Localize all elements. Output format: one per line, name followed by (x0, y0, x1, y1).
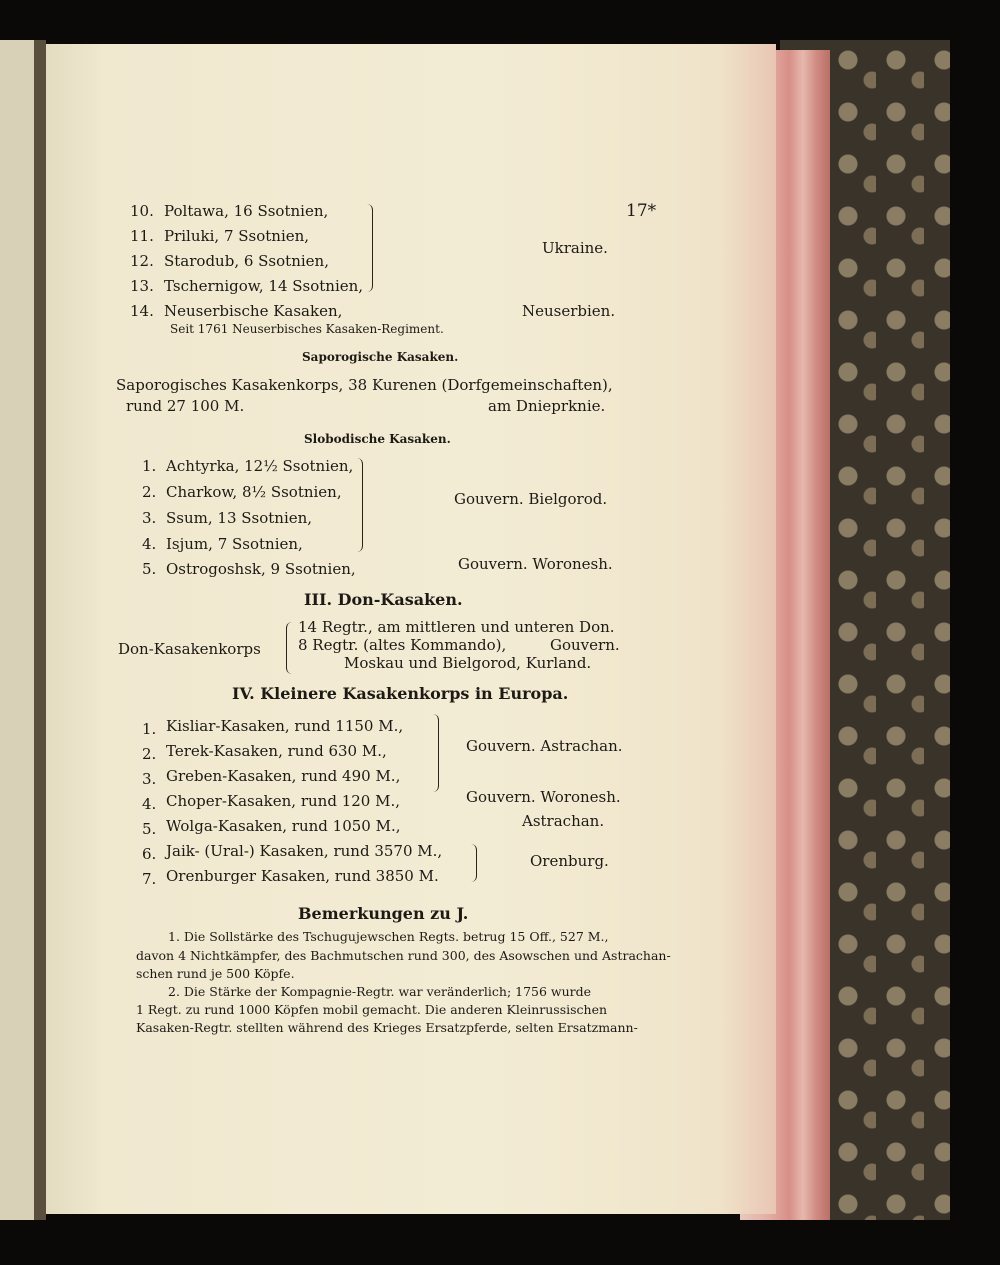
book-page (46, 44, 776, 1214)
paragraph-line: rund 27 100 M. (126, 397, 245, 415)
list-item-number: 12. (130, 252, 154, 270)
note-line: Kasaken-Regtr. stellten während des Krieges Ersatzpferde, selten Ersatzmann- (136, 1020, 638, 1035)
list-item-number: 3. (142, 770, 157, 788)
list-item-number: 10. (130, 202, 154, 220)
list-item-number: 3. (142, 509, 157, 527)
list-item-number: 1. (142, 720, 157, 738)
left-page-edge (0, 40, 36, 1220)
paragraph-line: 14 Regtr., am mittleren und unteren Don. (298, 618, 615, 636)
note-line: 2. Die Stärke der Kompagnie-Regtr. war veränderlich; 1756 wurde (168, 984, 592, 999)
region-label: am Dnieprknie. (488, 397, 606, 415)
list-item: Choper-Kasaken, rund 120 M., (166, 792, 400, 810)
list-item-number: 13. (130, 277, 154, 295)
section-heading: Slobodische Kasaken. (304, 432, 451, 446)
section-heading: IV. Kleinere Kasakenkorps in Europa. (232, 684, 569, 703)
note-line: 1 Regt. zu rund 1000 Köpfen mobil gemacht. Die anderen Kleinrussischen (136, 1002, 608, 1017)
note: Seit 1761 Neuserbisches Kasaken-Regiment. (170, 322, 444, 336)
paragraph-line: Moskau und Bielgorod, Kurland. (344, 654, 592, 672)
section-heading: Saporogische Kasaken. (302, 350, 459, 364)
region-label: Gouvern. (550, 636, 620, 654)
region-label: Neuserbien. (522, 302, 616, 320)
list-item-number: 4. (142, 535, 157, 553)
list-item: Ssum, 13 Ssotnien, (166, 509, 313, 527)
region-label: Gouvern. Woronesh. (466, 788, 621, 806)
list-item-number: 2. (142, 483, 157, 501)
list-item: Achtyrka, 12½ Ssotnien, (166, 457, 354, 475)
group-brace (468, 844, 477, 882)
region-label: Astrachan. (522, 812, 605, 830)
note-line: schen rund je 500 Köpfe. (136, 966, 295, 981)
list-item-number: 5. (142, 820, 157, 838)
list-item: Terek-Kasaken, rund 630 M., (166, 742, 387, 760)
list-item: Orenburger Kasaken, rund 3850 M. (166, 867, 439, 885)
list-item: Tschernigow, 14 Ssotnien, (164, 277, 364, 295)
group-brace (354, 458, 363, 552)
list-item: Poltawa, 16 Ssotnien, (164, 202, 329, 220)
list-item-number: 2. (142, 745, 157, 763)
list-item: Starodub, 6 Ssotnien, (164, 252, 329, 270)
list-item: Priluki, 7 Ssotnien, (164, 227, 310, 245)
list-item-number: 6. (142, 845, 157, 863)
list-item-number: 11. (130, 227, 154, 245)
don-label: Don-Kasakenkorps (118, 640, 261, 658)
list-item: Ostrogoshsk, 9 Ssotnien, (166, 560, 356, 578)
list-item: Jaik- (Ural-) Kasaken, rund 3570 M., (166, 842, 443, 860)
region-label: Orenburg. (530, 852, 609, 870)
paragraph-line: 8 Regtr. (altes Kommando), (298, 636, 507, 654)
section-heading: Bemerkungen zu J. (298, 904, 469, 923)
list-item-number: 1. (142, 457, 157, 475)
region-label: Gouvern. Astrachan. (466, 737, 623, 755)
group-brace (364, 204, 373, 292)
paragraph-line: Saporogisches Kasakenkorps, 38 Kurenen (Dorfgemeinschaften), (116, 376, 613, 394)
list-item-number: 7. (142, 870, 157, 888)
section-heading: III. Don-Kasaken. (304, 590, 463, 609)
note-line: davon 4 Nichtkämpfer, des Bachmutschen rund 300, des Asowschen und Astrachan- (136, 948, 671, 963)
list-item-number: 5. (142, 560, 157, 578)
list-item: Wolga-Kasaken, rund 1050 M., (166, 817, 401, 835)
list-item: Neuserbische Kasaken, (164, 302, 343, 320)
page-number: 17* (626, 201, 657, 221)
region-label: Gouvern. Bielgorod. (454, 490, 608, 508)
list-item: Charkow, 8½ Ssotnien, (166, 483, 342, 501)
group-brace (286, 622, 295, 674)
group-brace (430, 714, 439, 792)
list-item-number: 4. (142, 795, 157, 813)
note-line: 1. Die Sollstärke des Tschugujewschen Regts. betrug 15 Off., 527 M., (168, 929, 609, 944)
list-item: Kisliar-Kasaken, rund 1150 M., (166, 717, 404, 735)
list-item: Greben-Kasaken, rund 490 M., (166, 767, 401, 785)
list-item-number: 14. (130, 302, 154, 320)
list-item: Isjum, 7 Ssotnien, (166, 535, 303, 553)
region-label: Gouvern. Woronesh. (458, 555, 613, 573)
region-label: Ukraine. (542, 239, 608, 257)
book-gutter (34, 40, 46, 1220)
